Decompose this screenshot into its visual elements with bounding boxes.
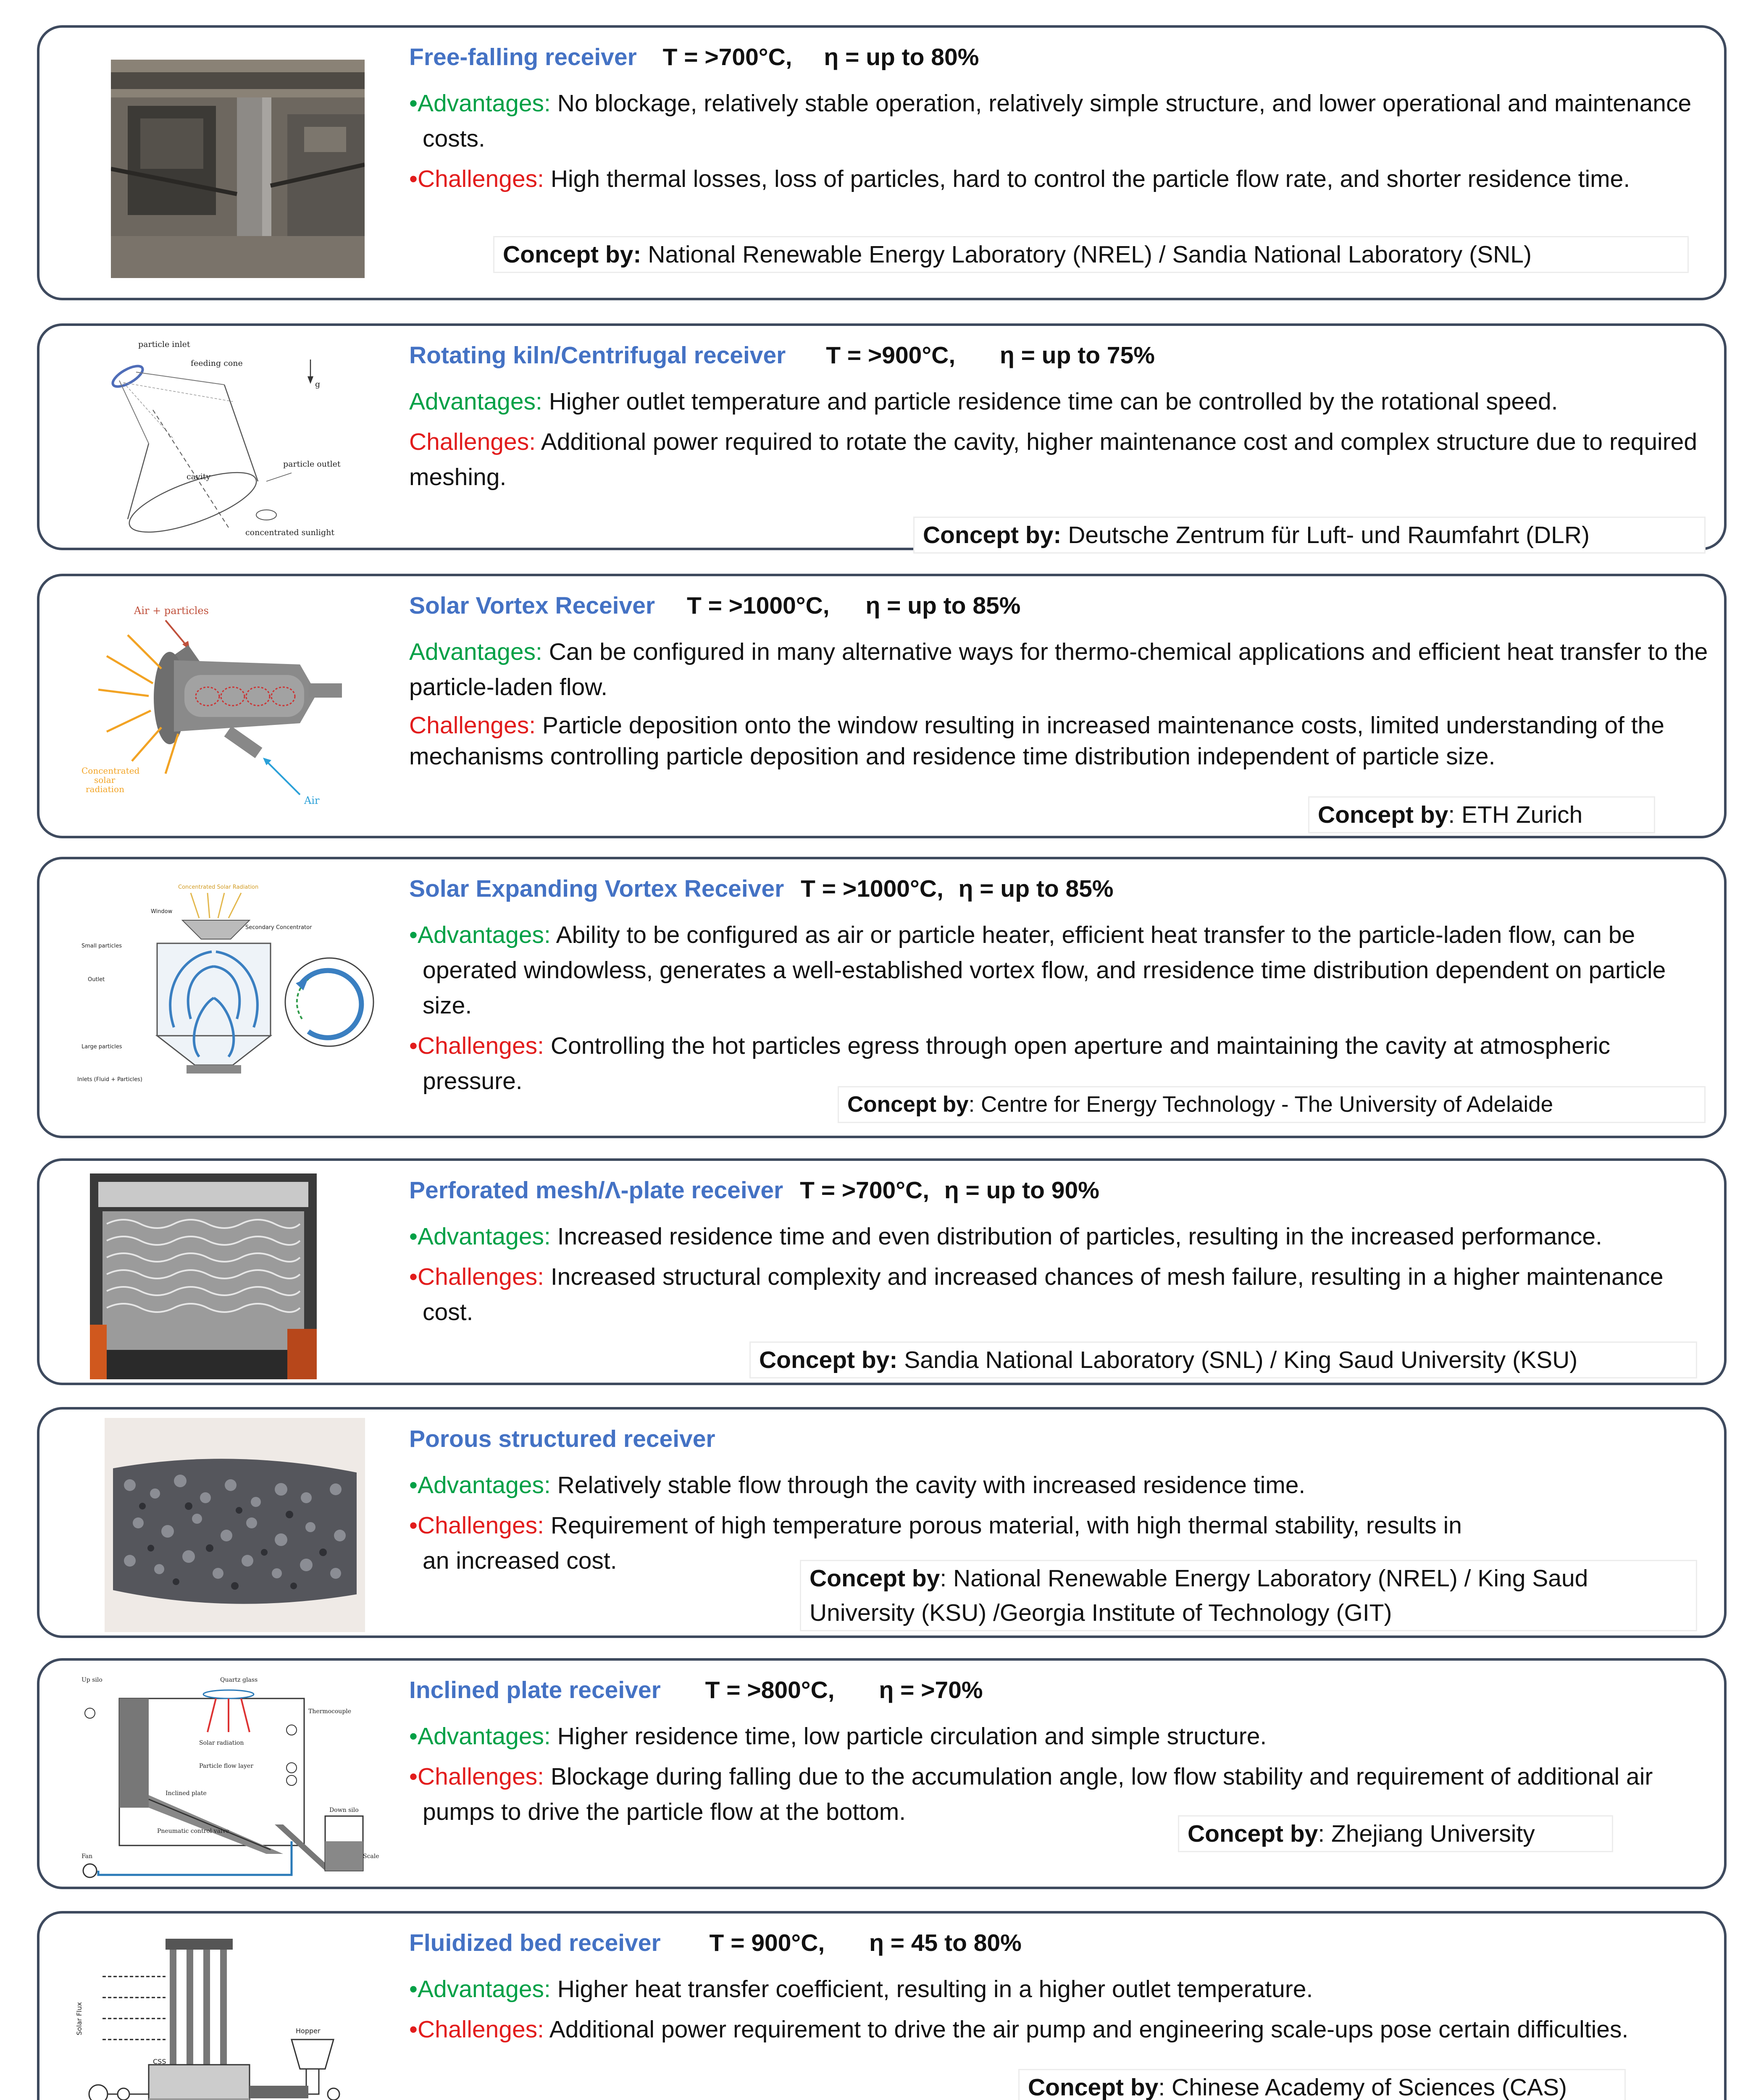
challenges-row: •Challenges: Controlling the hot particles egress through open aperture and maintaining the cavity at atmospheric pressure.	[409, 1032, 1610, 1095]
challenges-label: Challenges:	[417, 2016, 544, 2043]
perforated-mesh-text	[409, 1173, 1711, 1335]
fluidized-bed-diagram	[73, 1930, 376, 2100]
expanding-vortex-diagram	[73, 880, 392, 1099]
concept-credit	[913, 517, 1706, 554]
challenges-row: •Challenges: Blockage during falling due to the accumulation angle, low flow stability and requirement of additional air pumps to drive the particle flow at the bottom.	[409, 1763, 1653, 1825]
receiver-title: Solar Vortex Receiver	[409, 592, 655, 619]
efficiency: η = up to 75%	[1000, 342, 1155, 369]
advantages-text: Higher residence time, low particle circulation and simple structure.	[557, 1723, 1267, 1750]
concept-label: Concept by:	[503, 241, 641, 268]
challenges-text: Blockage during falling due to the accumulation angle, low flow stability and requirement of additional air pumps to drive the particle flow at the bottom.	[423, 1763, 1653, 1825]
advantages-row: •Advantages: Higher residence time, low particle circulation and simple structure.	[409, 1723, 1267, 1750]
concept-text: : National Renewable Energy Laboratory (NREL) / King Saud University (KSU) /Georgia Institute of Technology (GIT)	[810, 1565, 1588, 1626]
challenges-label: Challenges:	[417, 165, 544, 192]
challenges-label: Challenges:	[409, 428, 536, 455]
challenges-row: •Challenges: Additional power requirement to drive the air pump and engineering scale-ups pose certain difficulties.	[409, 2016, 1629, 2043]
challenges-text: Requirement of high temperature porous material, with high thermal stability, results in an increased cost.	[423, 1512, 1462, 1574]
fig-label-fan: Fan	[81, 1853, 93, 1860]
receiver-card-expanding-vortex	[37, 857, 1727, 1138]
fig-label-secondary: Secondary Concentrator	[245, 924, 312, 931]
card-title-line	[409, 871, 1711, 906]
card-title-line	[409, 1421, 1711, 1457]
fig-label-css: CSS	[153, 2058, 166, 2066]
receiver-card-rotating-kiln	[37, 323, 1727, 550]
card-title-line	[409, 338, 1711, 373]
receiver-title: Free-falling receiver	[409, 44, 637, 71]
fig-label-down: Down silo	[329, 1807, 359, 1814]
challenges-label: Challenges:	[409, 712, 536, 739]
fig-label-flux: Solar Flux	[75, 2002, 83, 2035]
receiver-title: Porous structured receiver	[409, 1425, 715, 1452]
challenges-label: Challenges:	[417, 1512, 544, 1539]
receiver-title: Rotating kiln/Centrifugal receiver	[409, 342, 786, 369]
perforated-mesh-photo	[90, 1173, 317, 1379]
fig-label-csr: Concentrated Solar Radiation	[178, 884, 259, 890]
fig-label-valve: Pneumatic control valve	[157, 1828, 229, 1835]
temperature: T = >700°C,	[662, 44, 792, 71]
card-title-line	[409, 1672, 1711, 1708]
fig-label-g: g	[315, 380, 321, 389]
advantages-label: Advantages:	[417, 1723, 551, 1750]
concept-label: Concept by:	[923, 522, 1062, 549]
receiver-title: Perforated mesh/Λ-plate receiver	[409, 1177, 783, 1204]
fig-label-quartz: Quartz glass	[220, 1677, 258, 1683]
concept-credit	[1178, 1815, 1613, 1852]
receiver-card-perforated-mesh	[37, 1158, 1727, 1385]
concept-text: National Renewable Energy Laboratory (NREL) / Sandia National Laboratory (SNL)	[648, 241, 1532, 268]
fig-label-sunlight: concentrated sunlight	[245, 528, 334, 537]
receiver-title: Fluidized bed receiver	[409, 1929, 661, 1956]
challenges-label: Challenges:	[417, 1263, 544, 1290]
rotating-kiln-text	[409, 338, 1711, 500]
advantages-text: Can be configured in many alternative ways for thermo-chemical applications and efficient heat transfer to the particle-laden flow.	[409, 638, 1708, 701]
advantages-row: •Advantages: Relatively stable flow through the cavity with increased residence time.	[409, 1472, 1306, 1499]
solar-vortex-diagram	[81, 597, 384, 807]
challenges-row	[409, 424, 1711, 495]
fig-label-air-particles: Air + particles	[134, 605, 209, 617]
fluidized-bed-text	[409, 1925, 1711, 2052]
fig-label-scale: Scale	[363, 1853, 379, 1860]
concept-label: Concept by	[1028, 2074, 1159, 2100]
temperature: T = >900°C,	[826, 342, 956, 369]
advantages-row	[409, 634, 1711, 705]
temperature: T = >1000°C,	[686, 592, 830, 619]
concept-text: : Zhejiang University	[1318, 1820, 1535, 1847]
advantages-text: No blockage, relatively stable operation, relatively simple structure, and lower operational and maintenance costs.	[423, 90, 1692, 152]
fig-label-cone: feeding cone	[191, 359, 243, 368]
efficiency: η = up to 85%	[865, 592, 1021, 619]
fig-label-hopper: Hopper	[296, 2027, 321, 2035]
expanding-vortex-text	[409, 871, 1711, 1104]
concept-credit	[749, 1341, 1697, 1378]
advantages-text: Relatively stable flow through the cavity with increased residence time.	[557, 1472, 1306, 1499]
fig-label-small: Small particles	[81, 943, 122, 949]
advantages-label: Advantages:	[409, 388, 542, 415]
concept-credit	[1018, 2069, 1626, 2100]
fig-label-solar-1: Concentrated	[81, 766, 140, 776]
challenges-row: •Challenges: Requirement of high temperature porous material, with high thermal stability, results in an increased cost.	[409, 1512, 1462, 1574]
advantages-label: Advantages:	[417, 1472, 551, 1499]
fig-label-outlet: Outlet	[88, 976, 105, 983]
concept-credit	[800, 1560, 1697, 1631]
concept-credit	[493, 236, 1689, 273]
efficiency: η = 45 to 80%	[869, 1929, 1022, 1956]
concept-credit	[1308, 796, 1655, 833]
advantages-row: •Advantages: Increased residence time and even distribution of particles, resulting in the increased performance.	[409, 1223, 1602, 1250]
card-title-line	[409, 39, 1711, 75]
receiver-card-free-falling	[37, 25, 1727, 300]
advantages-text: Higher heat transfer coefficient, resulting in a higher outlet temperature.	[557, 1976, 1313, 2003]
receiver-card-fluidized-bed	[37, 1911, 1727, 2100]
receiver-card-porous	[37, 1407, 1727, 1638]
challenges-label: Challenges:	[417, 1763, 544, 1790]
concept-label: Concept by	[1318, 801, 1448, 828]
advantages-text: Higher outlet temperature and particle residence time can be controlled by the rotational speed.	[549, 388, 1558, 415]
temperature: T = >800°C,	[705, 1677, 835, 1704]
fig-label-inlet: particle inlet	[138, 340, 190, 349]
concept-text: : Chinese Academy of Sciences (CAS)	[1158, 2074, 1567, 2100]
concept-text: Deutsche Zentrum für Luft- und Raumfahrt (DLR)	[1068, 522, 1590, 549]
fig-label-cavity: cavity	[187, 472, 211, 481]
advantages-row	[409, 384, 1711, 419]
advantages-text: Ability to be configured as air or particle heater, efficient heat transfer to the particle-laden flow, can be operated windowless, generates a well-established vortex flow, and rresidence time distribution dependent on particle size.	[423, 921, 1666, 1019]
challenges-row: •Challenges: High thermal losses, loss of particles, hard to control the particle flow rate, and shorter residence time.	[409, 165, 1630, 192]
inclined-plate-text	[409, 1672, 1711, 1835]
challenges-text: Particle deposition onto the window resulting in increased maintenance costs, limited understanding of the mechanisms controlling particle deposition and residence time distribution independent of particle size.	[409, 712, 1664, 770]
concept-text: : Centre for Energy Technology - The University of Adelaide	[968, 1092, 1553, 1117]
card-title-line	[409, 588, 1711, 623]
advantages-label: Advantages:	[417, 1976, 551, 2003]
challenges-text: Additional power required to rotate the cavity, higher maintenance cost and complex structure due to required meshing.	[409, 428, 1698, 491]
concept-label: Concept by	[810, 1565, 940, 1592]
challenges-text: Additional power requirement to drive the air pump and engineering scale-ups pose certain difficulties.	[549, 2016, 1629, 2043]
concept-text: Sandia National Laboratory (SNL) / King Saud University (KSU)	[904, 1347, 1578, 1373]
receiver-title: Inclined plate receiver	[409, 1677, 661, 1704]
fig-label-thermo: Thermocouple	[308, 1708, 352, 1715]
temperature: T = >1000°C,	[801, 875, 944, 902]
concept-label: Concept by	[1188, 1820, 1318, 1847]
free-falling-photo	[111, 60, 365, 278]
concept-label: Concept by	[847, 1092, 969, 1117]
fig-label-upsilo: Up silo	[81, 1677, 103, 1683]
advantages-text: Increased residence time and even distribution of particles, resulting in the increased performance.	[557, 1223, 1602, 1250]
challenges-label: Challenges:	[417, 1032, 544, 1059]
fig-label-radiation: Solar radiation	[199, 1740, 244, 1746]
challenges-text: High thermal losses, loss of particles, hard to control the particle flow rate, and shorter residence time.	[550, 165, 1630, 192]
challenges-row: •Challenges: Increased structural complexity and increased chances of mesh failure, resulting in a higher maintenance cost.	[409, 1263, 1664, 1326]
solar-vortex-text	[409, 588, 1711, 777]
advantages-label: Advantages:	[417, 921, 551, 948]
advantages-label: Advantages:	[409, 638, 542, 665]
card-title-line	[409, 1173, 1711, 1208]
receiver-title: Solar Expanding Vortex Receiver	[409, 875, 784, 902]
efficiency: η = >70%	[879, 1677, 983, 1704]
fig-label-layer: Particle flow layer	[199, 1763, 253, 1769]
concept-label: Concept by:	[759, 1347, 898, 1373]
receiver-card-solar-vortex	[37, 574, 1727, 838]
efficiency: η = up to 85%	[958, 875, 1114, 902]
advantages-row: •Advantages: Ability to be configured as air or particle heater, efficient heat transfer to the particle-laden flow, can be operated windowless, generates a well-established vortex flow, and rresidence time distribution dependent on particle size.	[409, 921, 1666, 1019]
concept-credit	[838, 1086, 1706, 1123]
fig-label-solar-3: radiation	[86, 784, 124, 794]
efficiency: η = up to 90%	[944, 1177, 1099, 1204]
concept-text: : ETH Zurich	[1448, 801, 1583, 828]
advantages-label: Advantages:	[417, 1223, 551, 1250]
temperature: T = >700°C,	[800, 1177, 930, 1204]
fig-label-large: Large particles	[81, 1044, 122, 1050]
challenges-row	[409, 710, 1711, 772]
card-title-line	[409, 1925, 1711, 1961]
fig-label-inlets: Inlets (Fluid + Particles)	[77, 1076, 142, 1083]
fig-label-outlet: particle outlet	[283, 459, 341, 469]
fig-label-solar-2: solar	[94, 775, 116, 785]
rotating-kiln-diagram	[81, 334, 350, 544]
fig-label-air: Air	[304, 795, 320, 806]
advantages-row: •Advantages: No blockage, relatively stable operation, relatively simple structure, and lower operational and maintenance costs.	[409, 90, 1692, 152]
efficiency: η = up to 80%	[824, 44, 979, 71]
fig-label-inclined: Inclined plate	[166, 1790, 207, 1797]
advantages-label: Advantages:	[417, 90, 551, 117]
receiver-card-inclined-plate	[37, 1658, 1727, 1889]
challenges-text: Increased structural complexity and increased chances of mesh failure, resulting in a higher maintenance cost.	[423, 1263, 1664, 1326]
temperature: T = 900°C,	[709, 1929, 825, 1956]
fig-label-window: Window	[151, 908, 173, 915]
free-falling-text	[409, 39, 1711, 202]
porous-foam-photo	[105, 1418, 365, 1632]
challenges-text: Controlling the hot particles egress through open aperture and maintaining the cavity at atmospheric pressure.	[423, 1032, 1610, 1095]
advantages-row: •Advantages: Higher heat transfer coefficient, resulting in a higher outlet temperature.	[409, 1976, 1313, 2003]
inclined-plate-diagram	[73, 1673, 392, 1883]
porous-text	[409, 1421, 1711, 1583]
